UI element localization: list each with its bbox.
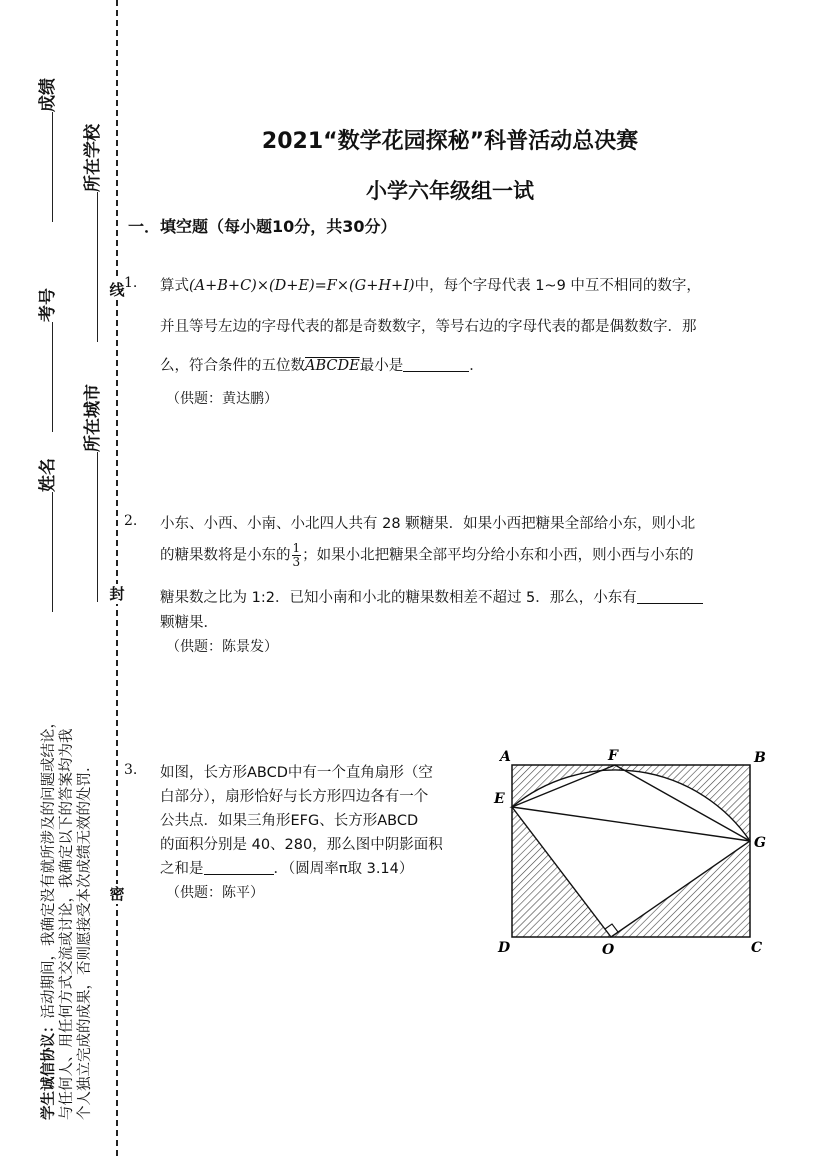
q1-end: ． (469, 358, 484, 374)
q1-line3-post: 最小是 (359, 358, 404, 374)
label-d: D (498, 940, 511, 956)
pledge-line-2: 与任何人、用任何方式交流或讨论，我确定以下的答案均为我 (59, 728, 75, 1120)
label-b: B (754, 750, 766, 766)
city-label: 所在城市 (83, 384, 103, 452)
q1-abcde: ABCDE (305, 358, 360, 374)
q2-line-1: 小东、小西、小南、小北四人共有 28 颗糖果．如果小西把糖果全部给小东，则小北 (160, 516, 696, 532)
q3-line-1: 如图，长方形ABCD中有一个直角扇形（空 (160, 765, 433, 781)
q3-source: （供题：陈平） (166, 885, 264, 901)
name-label: 姓名 (38, 458, 58, 492)
pledge-title: 学生诚信协议： (41, 1018, 57, 1120)
q3-line-5 (160, 857, 413, 878)
school-blank[interactable] (97, 192, 98, 342)
pledge-line-3: 个人独立完成的成果，否则愿接受本次成绩无效的处罚． (77, 757, 93, 1120)
q1-formula: (A+B+C)×(D+E)=F×(G+H+I) (189, 278, 415, 294)
q3-line-2: 白部分），扇形恰好与长方形四边各有一个 (160, 789, 429, 805)
label-a: A (500, 749, 511, 765)
q3-number: 3. (124, 762, 138, 778)
name-blank[interactable] (52, 492, 53, 612)
q2-answer-blank[interactable] (637, 589, 703, 604)
q2-number: 2. (124, 513, 138, 529)
q3-line5-pre: 之和是 (160, 861, 204, 877)
binding-dashed-line (116, 0, 118, 1156)
label-o: O (602, 942, 615, 958)
q2-line2-post: ；如果小北把糖果全部平均分给小东和小西，则小西与小东的 (302, 547, 694, 564)
label-f: F (608, 748, 618, 764)
q1-line3-pre: 么，符合条件的五位数 (160, 358, 305, 374)
city-field[interactable] (78, 362, 102, 602)
score-label: 成绩 (38, 78, 58, 112)
q3-line-3: 公共点．如果三角形EFG、长方形ABCD (160, 813, 419, 829)
score-blank[interactable] (52, 112, 53, 222)
school-field[interactable] (78, 102, 102, 342)
q1-source: （供题：黄达鹏） (166, 391, 278, 407)
q2-frac-den: 3 (292, 555, 301, 569)
label-g: G (754, 835, 766, 851)
q2-line-4: 颗糖果． (160, 615, 218, 631)
q3-line5-post: ．（圆周率π取 3.14） (273, 861, 414, 877)
seal-char-secret: 密 (107, 884, 127, 904)
q2-fraction (292, 542, 302, 569)
q2-line-3 (160, 586, 703, 607)
label-e: E (494, 791, 505, 807)
q1-line-3 (160, 354, 484, 375)
seal-char-seal: 封 (107, 584, 127, 604)
q1-post: 中，每个字母代表 1~9 中互不相同的数字， (414, 278, 701, 294)
q2-line2-pre: 的糖果数将是小东的 (160, 547, 291, 564)
section-heading: 一．填空题（每小题10分，共30分） (128, 217, 397, 236)
q1-pre: 算式 (160, 278, 189, 294)
q3-line-4: 的面积分别是 40、280，那么图中阴影面积 (160, 837, 443, 853)
q3-answer-blank[interactable] (204, 860, 274, 875)
name-field[interactable] (33, 432, 57, 612)
q1-answer-blank[interactable] (403, 357, 469, 372)
q2-line-2 (160, 542, 694, 569)
exam-no-label: 考号 (38, 288, 58, 322)
q2-frac-num: 1 (292, 541, 301, 555)
pledge-line-1: 活动期间，我确定没有就所涉及的问题或结论， (41, 714, 57, 1019)
exam-no-field[interactable] (33, 252, 57, 432)
city-blank[interactable] (97, 452, 98, 602)
q1-line-2: 并且等号左边的字母代表的都是奇数数字，等号右边的字母代表的都是偶数数字．那 (160, 319, 697, 335)
integrity-pledge (40, 620, 100, 1120)
page-title: 2021“数学花园探秘”科普活动总决赛 (261, 129, 639, 154)
exam-no-blank[interactable] (52, 322, 53, 432)
page-subtitle: 小学六年级组一试 (366, 179, 534, 203)
q2-source: （供题：陈景发） (166, 639, 278, 655)
q1-number: 1. (124, 275, 138, 291)
q1-line-1 (160, 274, 701, 295)
label-c: C (751, 940, 763, 956)
school-label: 所在学校 (83, 124, 103, 192)
rectangle-sector-figure (488, 745, 778, 960)
seal-char-line: 线 (107, 280, 127, 300)
q2-line3-text: 糖果数之比为 1:2．已知小南和小北的糖果数相差不超过 5．那么，小东有 (160, 590, 637, 606)
score-field[interactable] (33, 42, 57, 222)
